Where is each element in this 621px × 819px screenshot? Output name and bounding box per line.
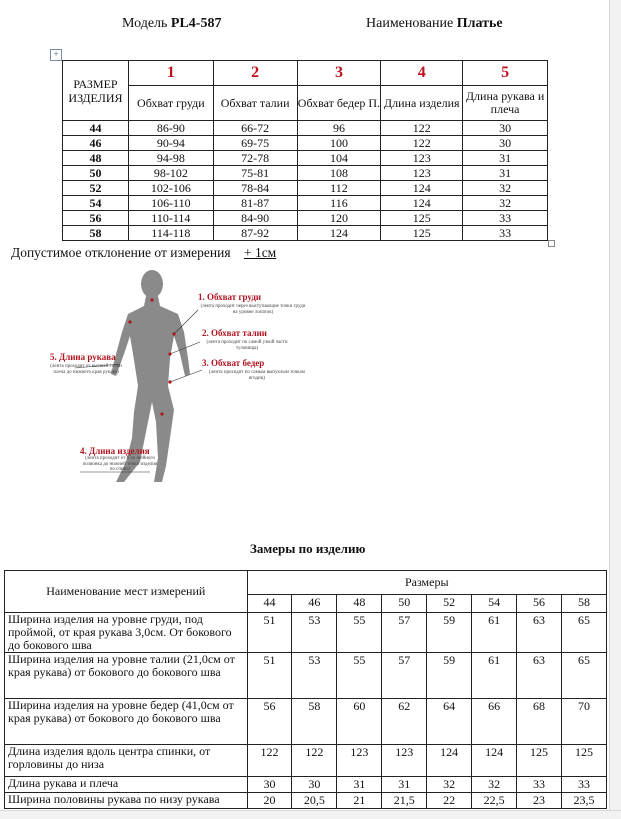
- measure-cell: 31: [463, 151, 548, 166]
- measure-cell: 94-98: [128, 151, 213, 166]
- measurement-value: 57: [382, 653, 427, 699]
- measurement-value: 22,5: [472, 793, 517, 809]
- size-cell: 44: [63, 121, 129, 136]
- model-heading: [122, 16, 221, 32]
- measure-cell: 124: [381, 181, 463, 196]
- measure-cell: 90-94: [128, 136, 213, 151]
- measurement-value: 33: [517, 777, 562, 793]
- size-cell: 54: [63, 196, 129, 211]
- measurement-value: 64: [427, 699, 472, 745]
- measure-cell: 100: [297, 136, 381, 151]
- model-value: PL4-587: [170, 16, 222, 31]
- length-label: 4. Длина изделия: [80, 446, 150, 456]
- measurement-name: Ширина изделия на уровне талии (21,0см от края рукава) от бокового до бокового шва: [5, 653, 248, 699]
- size-cell: 46: [63, 136, 129, 151]
- tolerance-note: [11, 245, 276, 261]
- measure-cell: 87-92: [213, 226, 297, 241]
- measurement-value: 125: [561, 745, 606, 777]
- table-row: [63, 196, 548, 211]
- measurement-value: 62: [382, 699, 427, 745]
- measurement-value: 31: [337, 777, 382, 793]
- garment-measurements-table: [4, 570, 607, 809]
- measurement-value: 68: [517, 699, 562, 745]
- hips-note: (лента проходит по самым выпуклым точкам ягодиц): [209, 370, 305, 381]
- table-move-handle-icon[interactable]: +: [50, 49, 62, 61]
- measure-cell: 125: [381, 226, 463, 241]
- column-title: Длина рукава и плеча: [463, 86, 548, 121]
- measurement-value: 23: [517, 793, 562, 809]
- sleeve-label: 5. Длина рукава: [50, 352, 116, 362]
- measure-cell: 86-90: [128, 121, 213, 136]
- measurement-value: 124: [472, 745, 517, 777]
- measurement-value: 125: [517, 745, 562, 777]
- size-header-cell: 54: [472, 595, 517, 613]
- measurement-value: 63: [517, 653, 562, 699]
- measurement-name: Длина рукава и плеча: [5, 777, 248, 793]
- size-cell: 56: [63, 211, 129, 226]
- measurement-value: 21,5: [382, 793, 427, 809]
- measurement-value: 31: [382, 777, 427, 793]
- measurement-value: 30: [247, 777, 292, 793]
- measure-cell: 122: [381, 121, 463, 136]
- table-row: [5, 699, 607, 745]
- measure-cell: 114-118: [128, 226, 213, 241]
- measurements-title: Замеры по изделию: [250, 541, 366, 556]
- measurement-value: 53: [292, 653, 337, 699]
- measurement-value: 33: [561, 777, 606, 793]
- size-header-cell: 56: [517, 595, 562, 613]
- measure-cell: 33: [463, 226, 548, 241]
- column-title: Обхват бедер П.: [297, 86, 381, 121]
- column-number: 5: [463, 61, 548, 86]
- measure-cell: 30: [463, 121, 548, 136]
- table-row: [63, 226, 548, 241]
- chest-note: (лента проходит через выступающие точки груди на уровне лопаток): [200, 304, 306, 315]
- column-title: Длина изделия: [381, 86, 463, 121]
- table-row: [63, 121, 548, 136]
- measure-cell: 31: [463, 166, 548, 181]
- measure-cell: 32: [463, 181, 548, 196]
- measurement-value: 55: [337, 613, 382, 653]
- column-title: Обхват талии: [213, 86, 297, 121]
- size-header-cell: 48: [337, 595, 382, 613]
- column-title: Обхват груди: [128, 86, 213, 121]
- measure-cell: 78-84: [213, 181, 297, 196]
- name-value: Платье: [456, 16, 503, 31]
- measurement-value: 56: [247, 699, 292, 745]
- size-header-cell: 44: [247, 595, 292, 613]
- measure-cell: 120: [297, 211, 381, 226]
- measure-cell: 33: [463, 211, 548, 226]
- measure-cell: 72-78: [213, 151, 297, 166]
- name-column-header: Наименование мест измерений: [5, 571, 248, 613]
- measure-cell: 106-110: [128, 196, 213, 211]
- tolerance-text: Допустимое отклонение от измерения: [11, 245, 231, 260]
- table-row: [63, 166, 548, 181]
- table-row: [5, 653, 607, 699]
- table-row: [63, 136, 548, 151]
- tolerance-value: + 1см: [243, 245, 277, 260]
- hips-label: 3. Обхват бедер: [202, 358, 265, 368]
- product-name-heading: [366, 16, 503, 32]
- table-row: [63, 211, 548, 226]
- measure-cell: 96: [297, 121, 381, 136]
- table-resize-handle[interactable]: [548, 240, 555, 247]
- measurement-value: 65: [561, 653, 606, 699]
- measure-cell: 116: [297, 196, 381, 211]
- measurement-value: 124: [427, 745, 472, 777]
- measurement-value: 61: [472, 653, 517, 699]
- measurement-value: 32: [472, 777, 517, 793]
- table-row: [63, 181, 548, 196]
- measurement-value: 60: [337, 699, 382, 745]
- measurement-value: 51: [247, 613, 292, 653]
- measurement-value: 70: [561, 699, 606, 745]
- size-header-cell: 58: [561, 595, 606, 613]
- size-header-cell: 46: [292, 595, 337, 613]
- table-row: [63, 151, 548, 166]
- measure-cell: 125: [381, 211, 463, 226]
- name-label: Наименование: [366, 16, 454, 31]
- measure-cell: 102-106: [128, 181, 213, 196]
- sizes-column-header: Размеры: [247, 571, 606, 595]
- table-row: [5, 777, 607, 793]
- size-chart-table: [62, 60, 548, 241]
- measurement-value: 123: [382, 745, 427, 777]
- measurement-value: 21: [337, 793, 382, 809]
- size-cell: 50: [63, 166, 129, 181]
- size-cell: 48: [63, 151, 129, 166]
- measurement-name: Ширина половины рукава по низу рукава: [5, 793, 248, 809]
- measurement-value: 59: [427, 653, 472, 699]
- measurement-name: Ширина изделия на уровне бедер (41,0см от края рукава) от бокового до бокового шва: [5, 699, 248, 745]
- column-number: 3: [297, 61, 381, 86]
- measurement-name: Ширина изделия на уровне груди, под проймой, от края рукава 3,0см. От бокового до бокового шва: [5, 613, 248, 653]
- measurement-value: 123: [337, 745, 382, 777]
- measurement-value: 59: [427, 613, 472, 653]
- model-label: Модель: [122, 16, 168, 31]
- size-cell: 58: [63, 226, 129, 241]
- column-number: 4: [381, 61, 463, 86]
- measurement-value: 23,5: [561, 793, 606, 809]
- measure-cell: 104: [297, 151, 381, 166]
- measure-cell: 98-102: [128, 166, 213, 181]
- measure-cell: 108: [297, 166, 381, 181]
- measurement-value: 22: [427, 793, 472, 809]
- waist-label: 2. Обхват талии: [202, 328, 267, 338]
- waist-note: (лента проходит по самой узкой части туловища): [206, 340, 288, 351]
- window-right-edge: [609, 0, 621, 818]
- measure-cell: 69-75: [213, 136, 297, 151]
- measure-cell: 123: [381, 166, 463, 181]
- measurement-value: 20,5: [292, 793, 337, 809]
- measurement-value: 53: [292, 613, 337, 653]
- size-header-cell: 50: [382, 595, 427, 613]
- measure-cell: 123: [381, 151, 463, 166]
- measurement-value: 66: [472, 699, 517, 745]
- measurement-value: 63: [517, 613, 562, 653]
- size-cell: 52: [63, 181, 129, 196]
- measure-cell: 124: [381, 196, 463, 211]
- measurement-value: 61: [472, 613, 517, 653]
- measure-cell: 81-87: [213, 196, 297, 211]
- size-header-cell: 52: [427, 595, 472, 613]
- chest-label: 1. Обхват груди: [198, 292, 262, 302]
- measure-cell: 75-81: [213, 166, 297, 181]
- measurement-value: 122: [292, 745, 337, 777]
- measure-cell: 32: [463, 196, 548, 211]
- table-row: [5, 613, 607, 653]
- measure-cell: 112: [297, 181, 381, 196]
- column-number: 2: [213, 61, 297, 86]
- measurement-value: 30: [292, 777, 337, 793]
- table-row: [5, 745, 607, 777]
- measurement-value: 51: [247, 653, 292, 699]
- measure-cell: 84-90: [213, 211, 297, 226]
- sleeve-note: (лента проходит от высшей точки плеча до нижнего края рукава): [50, 364, 122, 375]
- table-row: [5, 793, 607, 809]
- measure-cell: 124: [297, 226, 381, 241]
- measurement-value: 122: [247, 745, 292, 777]
- measure-cell: 122: [381, 136, 463, 151]
- measurement-value: 65: [561, 613, 606, 653]
- measurement-figure: [20, 262, 320, 487]
- measurement-value: 32: [427, 777, 472, 793]
- measure-cell: 66-72: [213, 121, 297, 136]
- length-note: (лента проходит от 6-го шейного позвонка до нижней точки изделия по спине): [82, 456, 158, 472]
- measurement-value: 55: [337, 653, 382, 699]
- measurement-value: 58: [292, 699, 337, 745]
- column-number: 1: [128, 61, 213, 86]
- measure-cell: 30: [463, 136, 548, 151]
- size-corner-header: РАЗМЕР ИЗДЕЛИЯ: [63, 61, 129, 121]
- measure-cell: 110-114: [128, 211, 213, 226]
- measurement-value: 20: [247, 793, 292, 809]
- measurement-value: 57: [382, 613, 427, 653]
- measurement-name: Длина изделия вдоль центра спинки, от горловины до низа: [5, 745, 248, 777]
